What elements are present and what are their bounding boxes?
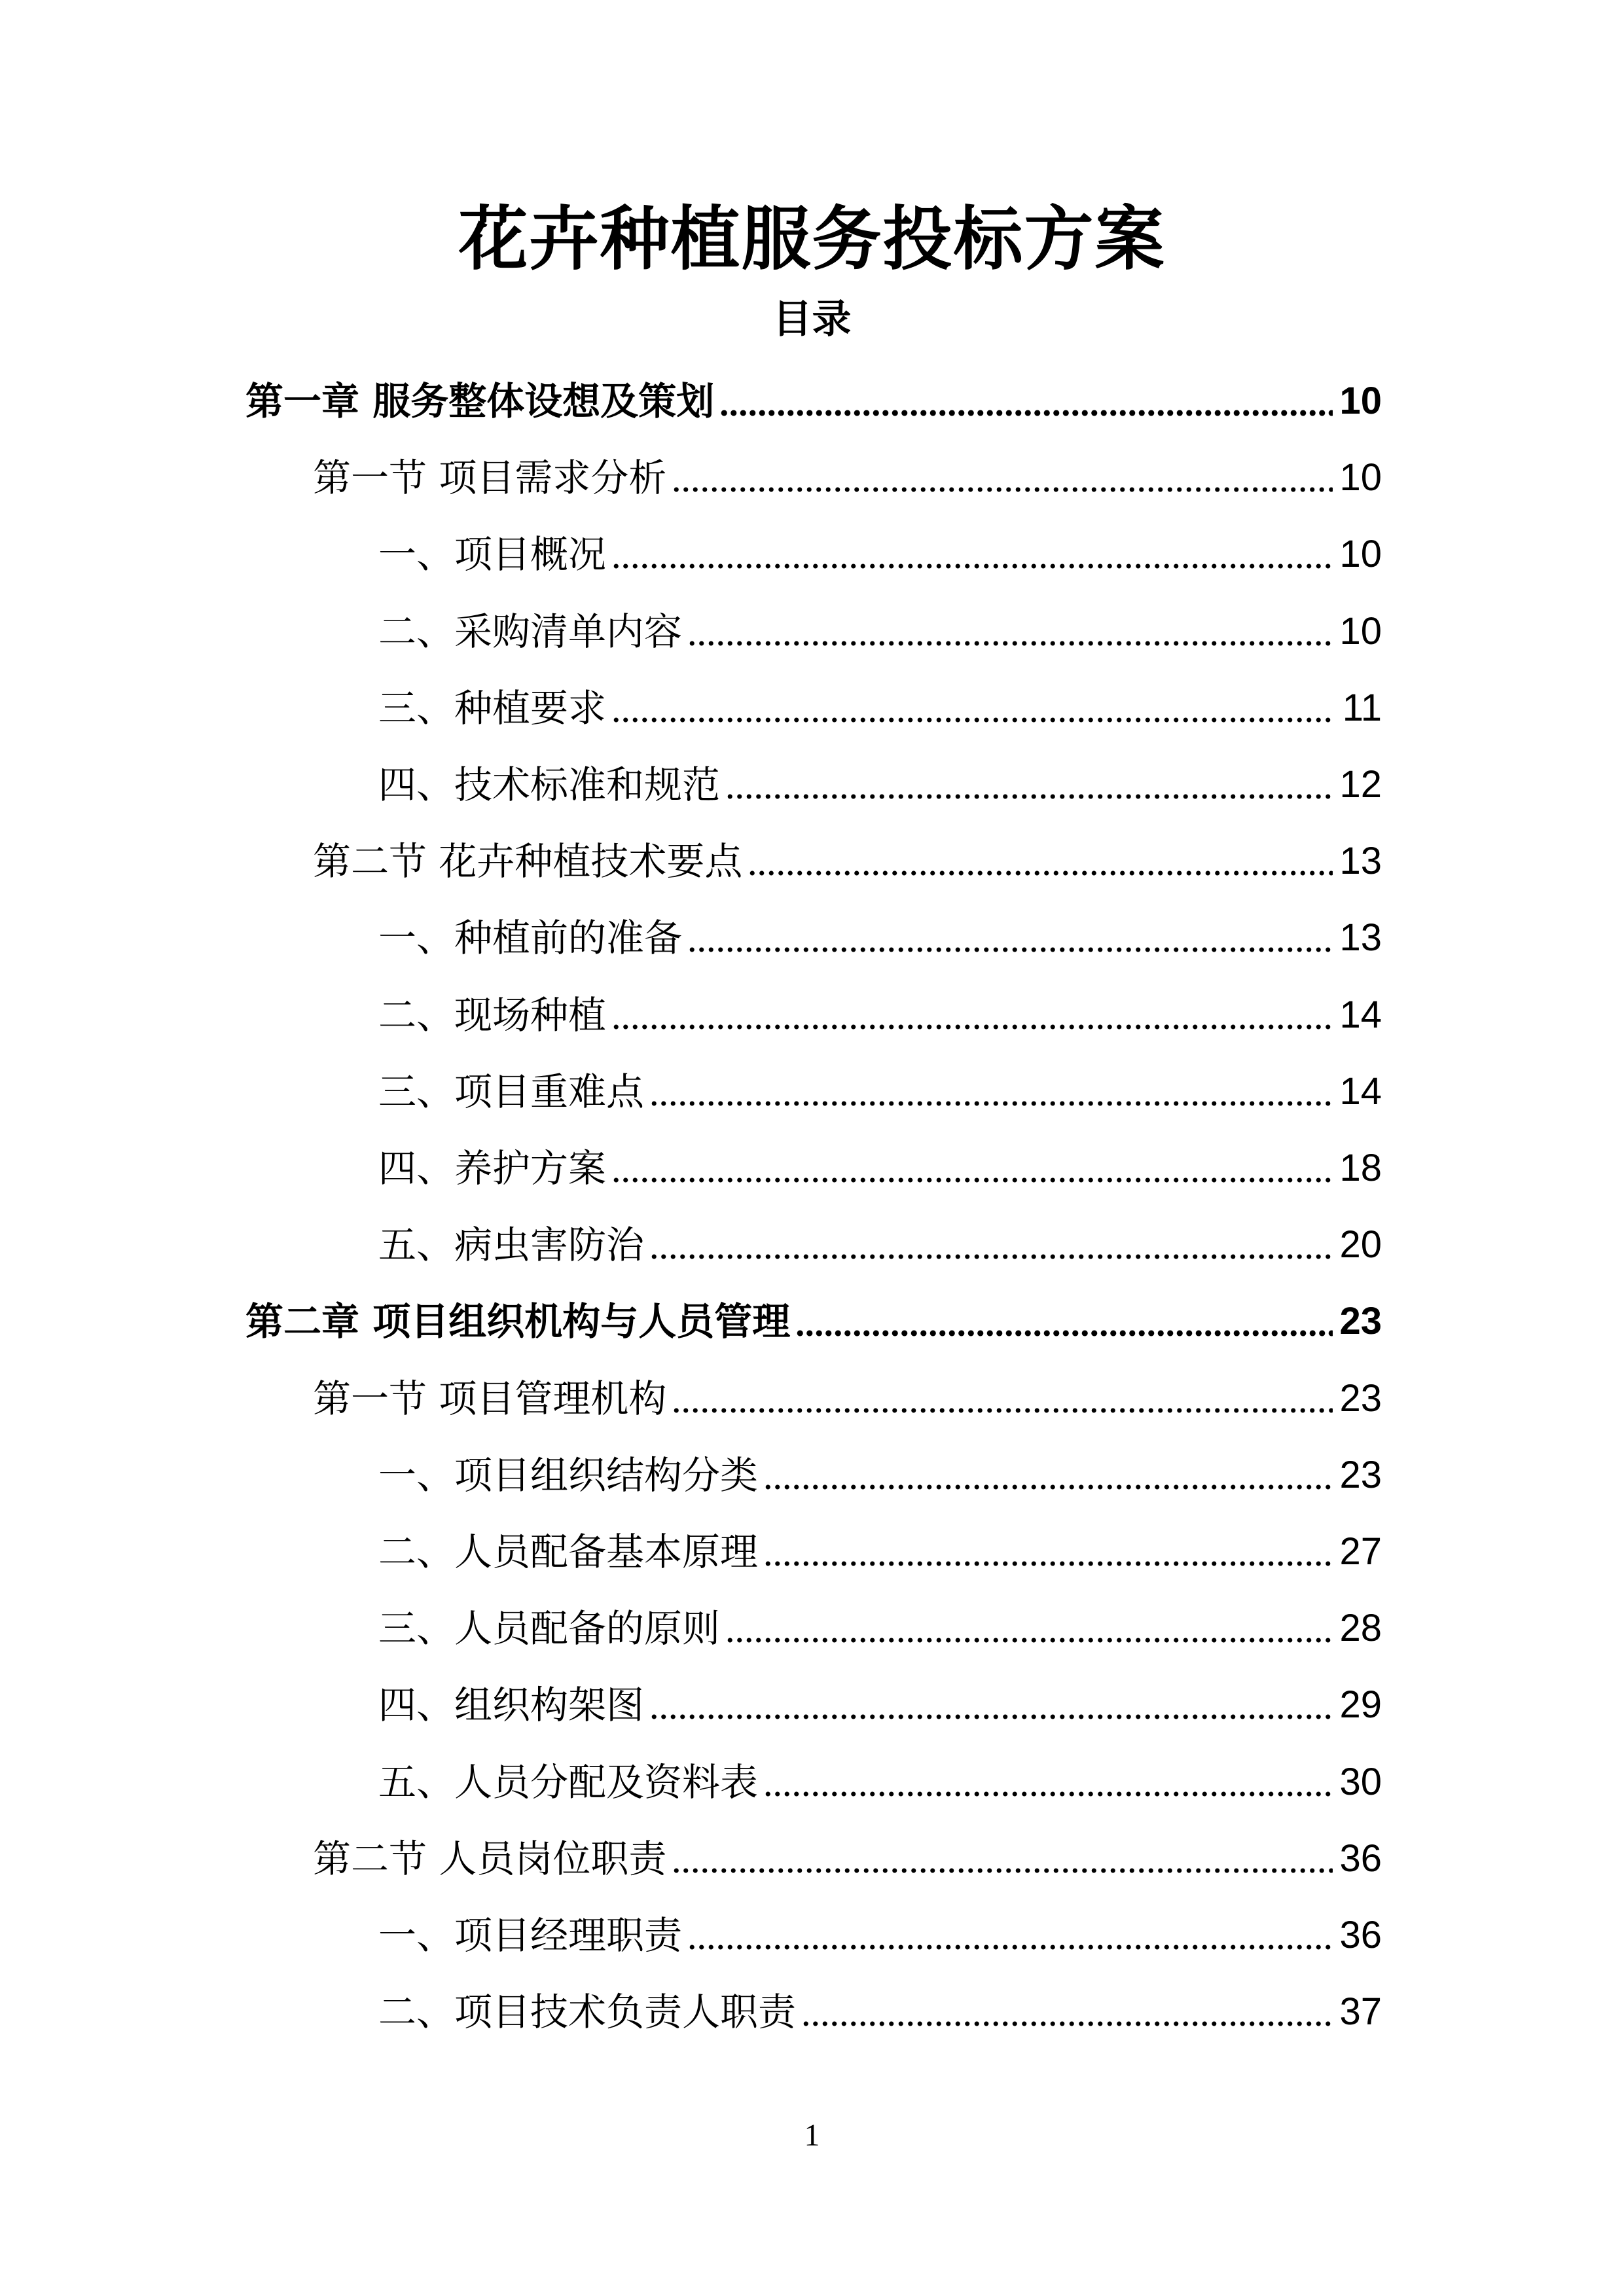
toc-entry-title: 第一节 项目需求分析 (313, 456, 667, 501)
toc-dot-leader (687, 1914, 1333, 1952)
toc-section-entry[interactable] (313, 448, 1382, 507)
toc-dot-leader (672, 1377, 1333, 1415)
toc-entry-title: 五、人员分配及资料表 (378, 1759, 759, 1804)
toc-entry-page: 30 (1339, 1760, 1382, 1803)
document-title: 花卉种植服务投标方案 (458, 198, 1166, 279)
toc-entry-page: 36 (1339, 1837, 1382, 1880)
toc-entry-title: 二、采购清单内容 (378, 609, 683, 654)
toc-dot-leader (719, 380, 1333, 418)
toc-entry-title: 一、项目经理职责 (378, 1913, 683, 1958)
toc-dot-leader (687, 610, 1333, 648)
toc-dot-leader (611, 533, 1333, 571)
toc-subsection-entry[interactable] (378, 1753, 1382, 1812)
toc-entry-title: 二、项目技术负责人职责 (378, 1990, 797, 2035)
toc-entry-title: 三、人员配备的原则 (378, 1606, 721, 1651)
toc-entry-page: 18 (1339, 1147, 1382, 1189)
toc-entry-page: 10 (1339, 380, 1382, 422)
toc-entry-page: 28 (1339, 1607, 1382, 1650)
toc-subsection-entry[interactable] (378, 1062, 1382, 1121)
page-number: 1 (804, 2118, 820, 2153)
toc-entry-page: 13 (1339, 840, 1382, 883)
toc-chapter-entry[interactable] (245, 1292, 1382, 1351)
toc-dot-leader (672, 456, 1333, 494)
toc-dot-leader (649, 1223, 1333, 1261)
toc-subsection-entry[interactable] (378, 1906, 1382, 1965)
toc-entry-title: 第二节 花卉种植技术要点 (313, 839, 743, 884)
toc-entry-title: 一、项目组织结构分类 (378, 1452, 759, 1498)
toc-dot-leader (795, 1300, 1333, 1338)
toc-dot-leader (687, 916, 1333, 954)
toc-entry-page: 14 (1339, 1069, 1382, 1113)
toc-subsection-entry[interactable] (378, 679, 1382, 738)
toc-entry-page: 36 (1339, 1914, 1382, 1956)
toc-entry-title: 二、现场种植 (378, 992, 607, 1037)
toc-entry-page: 23 (1339, 1453, 1382, 1496)
toc-dot-leader (725, 763, 1333, 801)
toc-dot-leader (672, 1837, 1333, 1875)
toc-entry-title: 第二节 人员岗位职责 (313, 1836, 667, 1881)
toc-dot-leader (725, 1607, 1333, 1645)
toc-entry-title: 三、项目重难点 (378, 1069, 645, 1114)
toc-entry-page: 12 (1339, 763, 1382, 806)
toc-entry-title: 第一章 服务整体设想及策划 (245, 379, 715, 423)
toc-entry-title: 四、养护方案 (378, 1146, 607, 1191)
toc-entry-page: 11 (1342, 686, 1382, 729)
toc-entry-page: 10 (1339, 609, 1382, 653)
toc-entry-title: 二、人员配备基本原理 (378, 1530, 759, 1574)
toc-chapter-entry[interactable] (245, 372, 1382, 431)
toc-entry-title: 五、病虫害防治 (378, 1223, 645, 1268)
toc-entry-title: 四、组织构架图 (378, 1683, 645, 1728)
toc-entry-title: 三、种植要求 (378, 685, 607, 730)
toc-dot-leader (611, 687, 1333, 725)
toc-subsection-entry[interactable] (378, 755, 1382, 814)
toc-entry-title: 一、种植前的准备 (378, 916, 683, 961)
toc-entry-title: 第一节 项目管理机构 (313, 1376, 667, 1421)
toc-dot-leader (748, 840, 1333, 878)
toc-entry-page: 10 (1339, 456, 1382, 499)
toc-subsection-entry[interactable] (378, 1599, 1382, 1658)
toc-entry-page: 20 (1339, 1223, 1382, 1266)
toc-section-entry[interactable] (313, 1829, 1382, 1888)
toc-dot-leader (801, 1990, 1333, 2028)
toc-subsection-entry[interactable] (378, 986, 1382, 1045)
toc-entry-page: 29 (1339, 1683, 1382, 1727)
toc-section-entry[interactable] (313, 832, 1382, 891)
toc-entry-page: 14 (1339, 993, 1382, 1036)
toc-dot-leader (611, 994, 1333, 1031)
toc-subsection-entry[interactable] (378, 1522, 1382, 1581)
toc-section-entry[interactable] (313, 1369, 1382, 1428)
toc-subsection-entry[interactable] (378, 602, 1382, 661)
toc-subsection-entry[interactable] (378, 1215, 1382, 1274)
toc-dot-leader (763, 1530, 1333, 1568)
toc-subsection-entry[interactable] (378, 1139, 1382, 1198)
toc-entry-title: 第二章 项目组织机构与人员管理 (245, 1299, 791, 1344)
toc-subsection-entry[interactable] (378, 1982, 1382, 2041)
toc-subsection-entry[interactable] (378, 1676, 1382, 1734)
toc-dot-leader (611, 1147, 1333, 1185)
toc-entry-page: 13 (1339, 916, 1382, 960)
toc-entry-page: 23 (1339, 1376, 1382, 1420)
toc-subsection-entry[interactable] (378, 525, 1382, 584)
toc-subsection-entry[interactable] (378, 1446, 1382, 1505)
toc-entry-title: 四、技术标准和规范 (378, 762, 721, 807)
toc-dot-leader (763, 1454, 1333, 1492)
toc-dot-leader (763, 1761, 1333, 1799)
toc-entry-page: 27 (1339, 1530, 1382, 1573)
toc-subsection-entry[interactable] (378, 908, 1382, 967)
toc-heading: 目录 (772, 296, 852, 342)
toc-dot-leader (649, 1070, 1333, 1108)
toc-entry-title: 一、项目概况 (378, 532, 607, 577)
toc-entry-page: 23 (1339, 1300, 1382, 1343)
toc-entry-page: 37 (1339, 1990, 1382, 2034)
toc-entry-page: 10 (1339, 533, 1382, 576)
toc-dot-leader (649, 1683, 1333, 1721)
